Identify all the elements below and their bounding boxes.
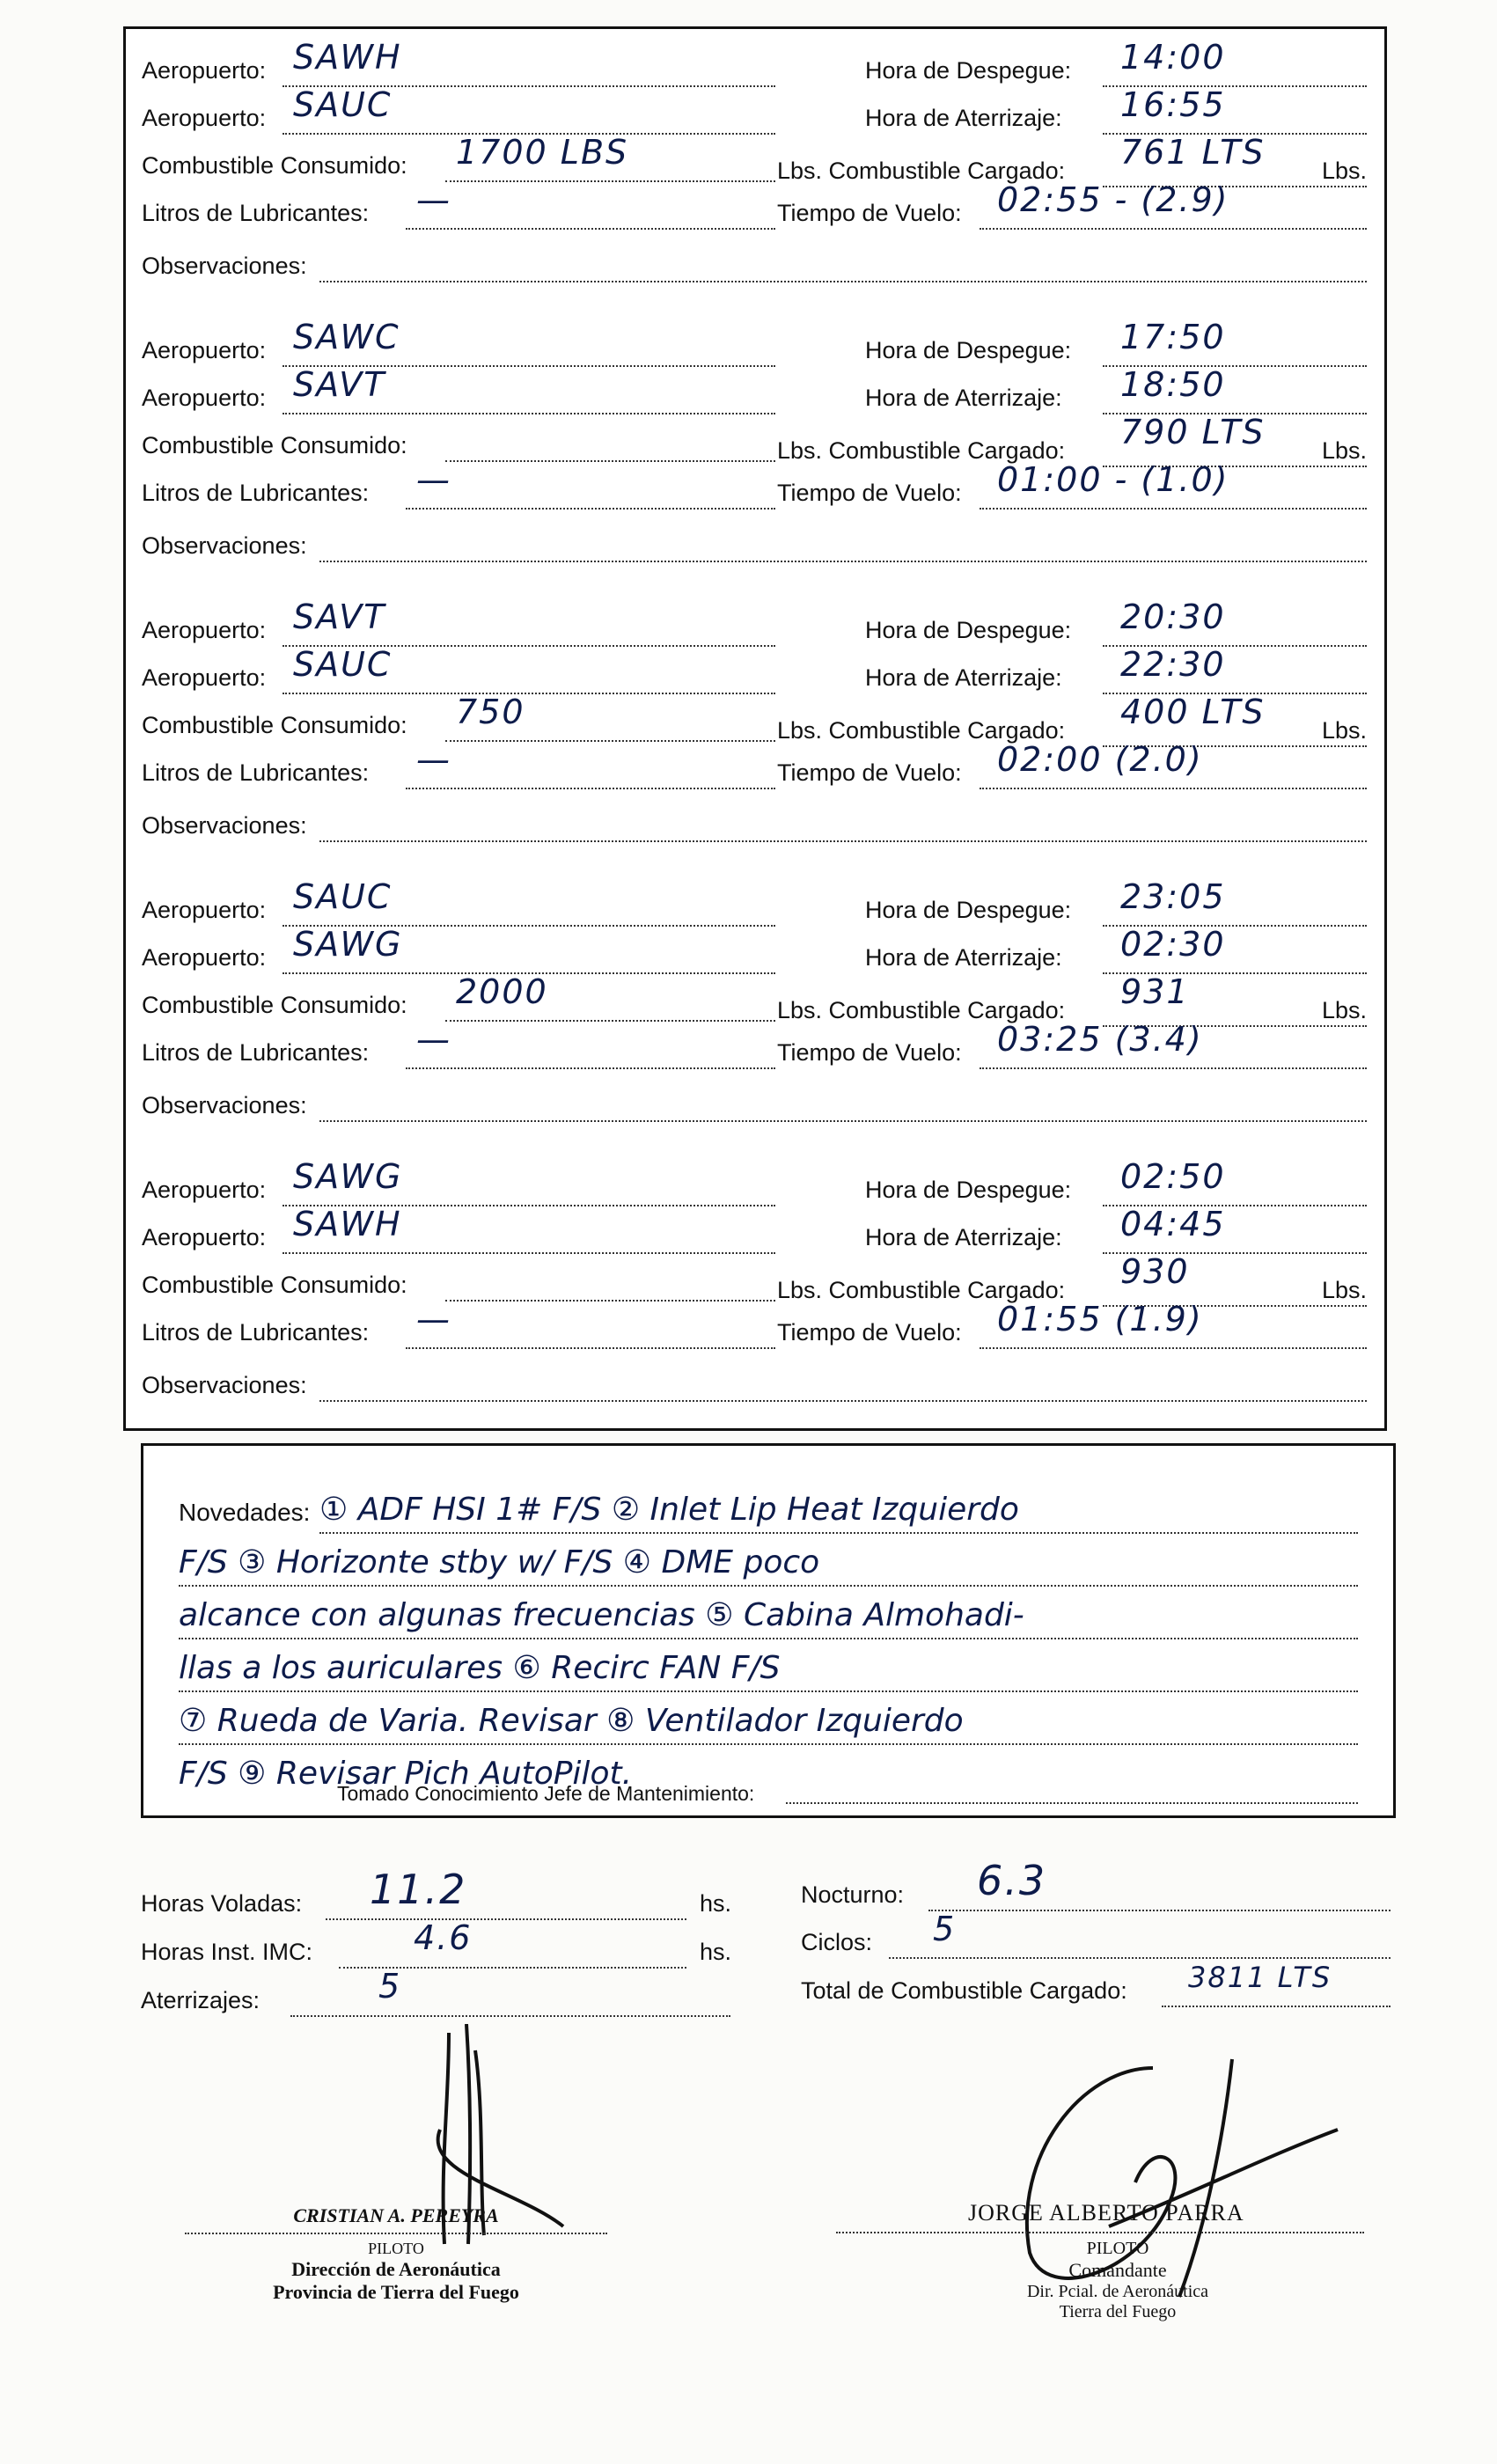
hora-aterrizaje-label: Hora de Aterrizaje: [865,944,1062,971]
leg-origen-value: SAWC [293,318,400,356]
aeropuerto-label: Aeropuerto: [142,897,267,923]
combustible-consumido-label: Combustible Consumido: [142,992,407,1018]
litros-lubricantes-label: Litros de Lubricantes: [142,480,370,506]
leg-despegue-value: 17:50 [1120,318,1226,356]
totals-section [0,1848,1497,2042]
leg-tiempo-value: 02:00 (2.0) [997,740,1203,779]
lbs-combustible-cargado-label: Lbs. Combustible Cargado: [777,717,1066,744]
leg-origen-value: SAUC [293,877,393,916]
right-signer-line2: Dir. Pcial. de Aeronáutica [1026,2282,1209,2301]
novedades-line-6: F/S ⑨ Revisar Pich AutoPilot. [179,1756,633,1792]
leg-origen-value: SAWG [293,1157,403,1196]
right-signature-block [836,2200,1364,2322]
right-signer-role: PILOTO [1086,2239,1149,2258]
aeropuerto-label: Aeropuerto: [142,664,267,691]
aeropuerto-label: Aeropuerto: [142,1177,267,1203]
novedades-line-4: llas a los auriculares ⑥ Recirc FAN F/S [179,1650,781,1686]
hora-aterrizaje-label: Hora de Aterrizaje: [865,105,1062,131]
leg-cargado-value: 930 [1120,1252,1190,1291]
nocturno-label: Nocturno: [801,1881,905,1908]
aeropuerto-label: Aeropuerto: [142,385,267,411]
horas-imc-value: 4.6 [414,1918,473,1957]
left-signer-line1: Dirección de Aeronáutica [291,2258,501,2280]
right-signer-name: JORGE ALBERTO PARRA [968,2200,1244,2226]
right-signer-line1: Comandante [1068,2259,1167,2281]
observaciones-label: Observaciones: [142,1372,307,1398]
combustible-consumido-label: Combustible Consumido: [142,432,407,458]
hs-suffix-1: hs. [700,1890,732,1917]
novedades-label: Novedades: [179,1499,311,1526]
leg-cargado-value: 761 LTS [1120,133,1266,172]
lbs-combustible-cargado-label: Lbs. Combustible Cargado: [777,1277,1066,1303]
aeropuerto-label: Aeropuerto: [142,337,267,363]
left-signer-line2: Provincia de Tierra del Fuego [273,2281,519,2303]
leg-aterrizaje-value: 02:30 [1120,925,1226,964]
tiempo-vuelo-label: Tiempo de Vuelo: [777,480,962,506]
hora-aterrizaje-label: Hora de Aterrizaje: [865,385,1062,411]
leg-destino-value: SAUC [293,645,393,684]
hora-despegue-label: Hora de Despegue: [865,57,1072,84]
leg-despegue-value: 02:50 [1120,1157,1226,1196]
leg-aterrizaje-value: 18:50 [1120,365,1226,404]
leg-despegue-value: 20:30 [1120,598,1226,636]
novedades-line-3: alcance con algunas frecuencias ⑤ Cabina Almohadi- [179,1597,1024,1633]
horas-imc-label: Horas Inst. IMC: [141,1939,313,1965]
leg-origen-value: SAWH [293,38,402,77]
leg-destino-value: SAWH [293,1205,402,1243]
tiempo-vuelo-label: Tiempo de Vuelo: [777,200,962,226]
right-signer-line3: Tierra del Fuego [1059,2302,1177,2321]
aeropuerto-label: Aeropuerto: [142,1224,267,1250]
leg-cargado-value: 400 LTS [1120,693,1266,731]
tiempo-vuelo-label: Tiempo de Vuelo: [777,1319,962,1346]
ciclos-label: Ciclos: [801,1929,873,1955]
flight-leg-5 [126,1157,1384,1437]
horas-voladas-label: Horas Voladas: [141,1890,303,1917]
combustible-consumido-label: Combustible Consumido: [142,1272,407,1298]
observaciones-label: Observaciones: [142,1092,307,1118]
leg-consumido-value: 750 [456,693,525,731]
hora-despegue-label: Hora de Despegue: [865,897,1072,923]
flight-legs-frame [123,26,1387,1431]
observaciones-label: Observaciones: [142,812,307,839]
aeropuerto-label: Aeropuerto: [142,105,267,131]
lbs-suffix: Lbs. [1321,158,1367,184]
tiempo-vuelo-label: Tiempo de Vuelo: [777,1039,962,1066]
litros-lubricantes-label: Litros de Lubricantes: [142,1039,370,1066]
flight-leg-1 [126,38,1384,318]
left-signature-block [185,2204,607,2304]
tiempo-vuelo-label: Tiempo de Vuelo: [777,759,962,786]
leg-lubricantes-value: — [416,1020,451,1059]
combustible-consumido-label: Combustible Consumido: [142,712,407,738]
leg-origen-value: SAVT [293,598,386,636]
aeropuerto-label: Aeropuerto: [142,944,267,971]
ciclos-value: 5 [933,1910,957,1948]
leg-tiempo-value: 01:00 - (1.0) [997,460,1229,499]
hora-despegue-label: Hora de Despegue: [865,617,1072,643]
lbs-combustible-cargado-label: Lbs. Combustible Cargado: [777,437,1066,464]
lbs-suffix: Lbs. [1321,437,1367,464]
left-signer-name: CRISTIAN A. PEREYRA [293,2204,499,2226]
leg-cargado-value: 790 LTS [1120,413,1266,451]
aeropuerto-label: Aeropuerto: [142,57,267,84]
hora-despegue-label: Hora de Despegue: [865,337,1072,363]
observaciones-label: Observaciones: [142,253,307,279]
flight-leg-2 [126,318,1384,598]
aterrizajes-label: Aterrizajes: [141,1987,261,2013]
leg-cargado-value: 931 [1120,972,1190,1011]
combustible-consumido-label: Combustible Consumido: [142,152,407,179]
litros-lubricantes-label: Litros de Lubricantes: [142,200,370,226]
leg-lubricantes-value: — [416,180,451,219]
leg-despegue-value: 23:05 [1120,877,1226,916]
lbs-combustible-cargado-label: Lbs. Combustible Cargado: [777,158,1066,184]
leg-consumido-value: 2000 [456,972,548,1011]
leg-destino-value: SAWG [293,925,403,964]
leg-consumido-value: 1700 LBS [456,133,629,172]
hs-suffix-2: hs. [700,1939,732,1965]
leg-tiempo-value: 01:55 (1.9) [997,1300,1203,1338]
aterrizajes-value: 5 [378,1967,402,2006]
tomado-conocimiento-label: Tomado Conocimiento Jefe de Mantenimiento: [337,1782,755,1805]
litros-lubricantes-label: Litros de Lubricantes: [142,1319,370,1346]
hora-aterrizaje-label: Hora de Aterrizaje: [865,664,1062,691]
leg-lubricantes-value: — [416,740,451,779]
leg-tiempo-value: 03:25 (3.4) [997,1020,1203,1059]
leg-destino-value: SAVT [293,365,386,404]
hora-aterrizaje-label: Hora de Aterrizaje: [865,1224,1062,1250]
leg-aterrizaje-value: 22:30 [1120,645,1226,684]
nocturno-value: 6.3 [977,1857,1047,1904]
leg-aterrizaje-value: 16:55 [1120,85,1226,124]
lbs-suffix: Lbs. [1321,717,1367,744]
horas-voladas-value: 11.2 [370,1866,467,1913]
hora-despegue-label: Hora de Despegue: [865,1177,1072,1203]
aeropuerto-label: Aeropuerto: [142,617,267,643]
lbs-combustible-cargado-label: Lbs. Combustible Cargado: [777,997,1066,1023]
novedades-frame [141,1443,1396,1818]
flight-leg-4 [126,877,1384,1157]
lbs-suffix: Lbs. [1321,997,1367,1023]
leg-lubricantes-value: — [416,1300,451,1338]
total-combustible-label: Total de Combustible Cargado: [801,1977,1127,2004]
litros-lubricantes-label: Litros de Lubricantes: [142,759,370,786]
total-combustible-value: 3811 LTS [1188,1961,1332,1994]
novedades-line-1: ① ADF HSI 1# F/S ② Inlet Lip Heat Izquierdo [319,1492,1019,1528]
leg-despegue-value: 14:00 [1120,38,1226,77]
leg-destino-value: SAUC [293,85,393,124]
leg-tiempo-value: 02:55 - (2.9) [997,180,1229,219]
novedades-line-5: ⑦ Rueda de Varia. Revisar ⑧ Ventilador Izquierdo [179,1703,964,1739]
left-signer-role: PILOTO [368,2240,424,2257]
leg-aterrizaje-value: 04:45 [1120,1205,1226,1243]
observaciones-label: Observaciones: [142,532,307,559]
flight-leg-3 [126,598,1384,877]
novedades-line-2: F/S ③ Horizonte stby w/ F/S ④ DME poco [179,1544,820,1580]
lbs-suffix: Lbs. [1321,1277,1367,1303]
leg-lubricantes-value: — [416,460,451,499]
